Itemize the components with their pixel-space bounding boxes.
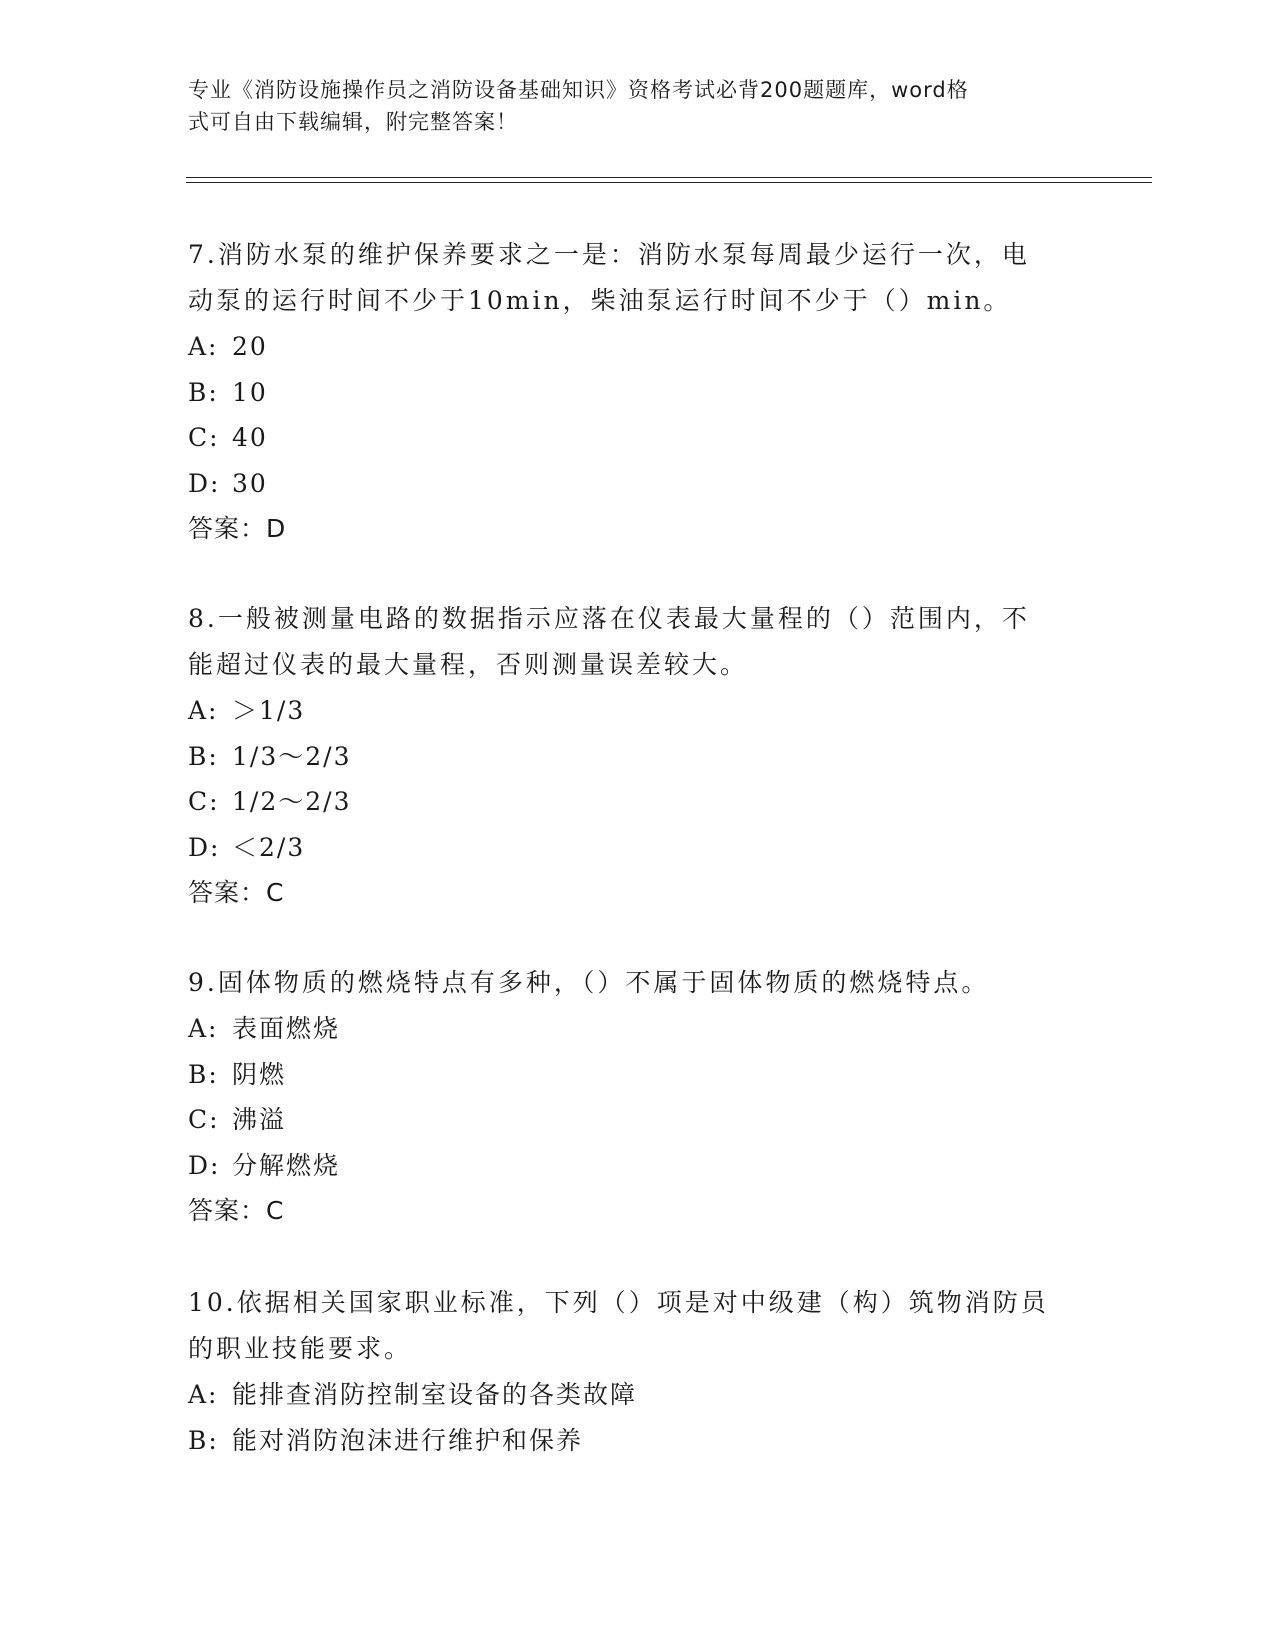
option-text: ＞1/3: [232, 696, 306, 725]
answer-value: D: [266, 514, 287, 543]
option-label: B:: [188, 377, 219, 407]
document-header: [188, 74, 1068, 138]
option-a: [188, 324, 1088, 370]
option-label: A:: [188, 332, 219, 361]
option-label: A:: [188, 696, 219, 725]
option-text: 30: [232, 468, 268, 498]
option-text: 沸溢: [232, 1105, 287, 1134]
answer-line: [188, 506, 1088, 552]
option-label: D:: [188, 468, 221, 498]
question-7: [188, 232, 1088, 552]
question-text-line-2: 动泵的运行时间不少于10min，柴油泵运行时间不少于（）min。: [188, 286, 1012, 315]
option-b: [188, 1418, 1088, 1464]
option-b: [188, 370, 1088, 416]
option-d: [188, 461, 1088, 507]
option-c: [188, 415, 1088, 461]
option-text: 能排查消防控制室设备的各类故障: [232, 1380, 638, 1409]
header-divider-top: [186, 177, 1152, 178]
option-text: 阴燃: [232, 1059, 287, 1089]
option-text: 表面燃烧: [232, 1014, 341, 1043]
question-text-line-2: 能超过仪表的最大量程，否则测量误差较大。: [188, 650, 749, 679]
question-text-line-1: 7.消防水泵的维护保养要求之一是：消防水泵每周最少运行一次，电: [188, 240, 1030, 269]
option-label: A:: [188, 1380, 219, 1409]
option-label: B:: [188, 1059, 219, 1089]
option-c: [188, 1097, 1088, 1143]
answer-label: 答案：: [188, 514, 267, 543]
answer-label: 答案：: [188, 878, 267, 907]
option-d: [188, 1143, 1088, 1189]
option-a: [188, 688, 1088, 734]
question-text-line-1: 10.依据相关国家职业标准，下列（）项是对中级建（构）筑物消防员: [188, 1288, 1049, 1317]
option-label: C:: [188, 1105, 220, 1134]
question-10: [188, 1280, 1088, 1463]
option-b: [188, 1052, 1088, 1098]
option-label: D:: [188, 1150, 221, 1180]
header-divider-bottom: [186, 182, 1152, 183]
option-b: [188, 734, 1088, 780]
question-text-line-1: 8.一般被测量电路的数据指示应落在仪表最大量程的（）范围内，不: [188, 604, 1030, 633]
answer-value: C: [266, 1196, 285, 1225]
option-text: 能对消防泡沫进行维护和保养: [232, 1425, 584, 1455]
option-d: [188, 825, 1088, 871]
option-text: 10: [232, 377, 268, 407]
option-a: [188, 1372, 1088, 1418]
option-label: D:: [188, 832, 221, 862]
option-label: C:: [188, 787, 220, 816]
answer-value: C: [266, 878, 285, 907]
option-text: 1/3～2/3: [232, 741, 352, 771]
option-c: [188, 779, 1088, 825]
option-text: 40: [232, 423, 268, 452]
header-line-1: 专业《消防设施操作员之消防设备基础知识》资格考试必背200题题库，word格: [188, 78, 969, 102]
header-line-2: 式可自由下载编辑，附完整答案！: [188, 110, 518, 134]
answer-label: 答案：: [188, 1196, 267, 1225]
option-text: 1/2～2/3: [232, 787, 352, 816]
question-8: [188, 596, 1088, 916]
question-text-line-1: 9.固体物质的燃烧特点有多种，（）不属于固体物质的燃烧特点。: [188, 968, 990, 997]
option-label: B:: [188, 741, 219, 771]
option-label: A:: [188, 1014, 219, 1043]
answer-line: [188, 870, 1088, 916]
option-label: C:: [188, 423, 220, 452]
option-a: [188, 1006, 1088, 1052]
option-label: B:: [188, 1425, 219, 1455]
answer-line: [188, 1188, 1088, 1234]
option-text: 分解燃烧: [232, 1150, 341, 1180]
option-text: ＜2/3: [232, 832, 306, 862]
question-9: [188, 960, 1088, 1234]
question-text-line-2: 的职业技能要求。: [188, 1334, 413, 1363]
option-text: 20: [232, 332, 268, 361]
